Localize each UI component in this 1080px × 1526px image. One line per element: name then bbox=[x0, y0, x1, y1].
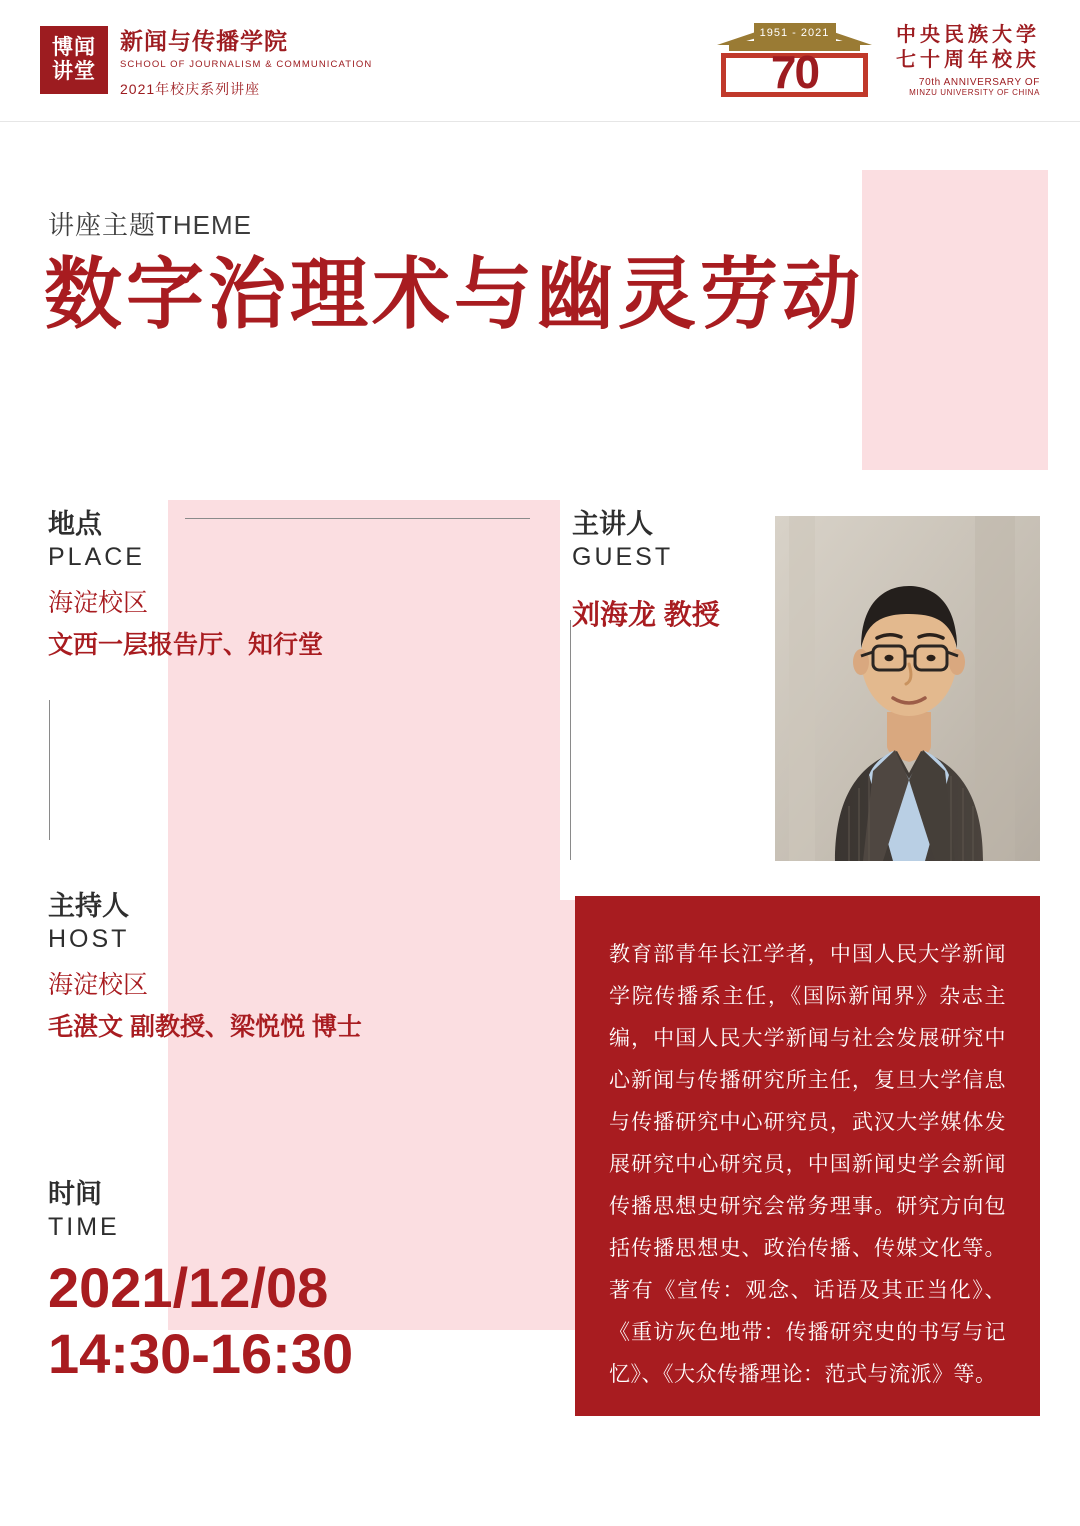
guest-bio-card bbox=[575, 896, 1040, 1416]
host-label-en: HOST bbox=[48, 924, 130, 953]
host-campus: 海淀校区 bbox=[48, 971, 149, 999]
guest-section bbox=[572, 508, 720, 633]
time-range: 14:30-16:30 bbox=[48, 1322, 354, 1386]
anniversary-text bbox=[896, 23, 1040, 97]
anniversary-en-line1: 70th ANNIVERSARY OF bbox=[918, 77, 1040, 88]
center-vertical-rule bbox=[570, 620, 571, 860]
anniversary-cn-line2: 七十周年校庆 bbox=[896, 49, 1040, 71]
theme-label: 讲座主题THEME bbox=[48, 210, 253, 240]
anniversary-years: 1951 - 2021 bbox=[759, 27, 830, 39]
logo-text-line1: 博闻 bbox=[52, 35, 96, 59]
anniversary-en-line2: MINZU UNIVERSITY OF CHINA bbox=[909, 88, 1040, 97]
guest-bio-text: 教育部青年长江学者，中国人民大学新闻学院传播系主任，《国际新闻界》杂志主编，中国人民大学新闻与社会发展研究中心新闻与传播研究所主任，复旦大学信息与传播研究中心研究员，武汉大学媒体发展研究中心研究员，中国新闻史学会新闻传播思想史研究会常务理事。研究方向包括传播思想史、政治传播、传媒文化等。著有《宣传：观念、话语及其正当化》、《重访灰色地带：传播研究史的书写与记忆》、《大众传播理论：范式与流派》等。 bbox=[609, 943, 1006, 1386]
decorative-pink-top-right bbox=[862, 170, 1048, 520]
guest-portrait-photo bbox=[775, 516, 1040, 861]
place-campus: 海淀校区 bbox=[48, 589, 149, 617]
time-label-cn: 时间 bbox=[48, 1179, 102, 1209]
host-label-cn: 主持人 bbox=[48, 891, 129, 921]
time-section bbox=[48, 1178, 353, 1387]
school-series-subtitle: 2021年校庆系列讲座 bbox=[120, 80, 261, 97]
time-date: 2021/12/08 bbox=[48, 1256, 329, 1319]
anniversary-emblem-icon bbox=[707, 21, 882, 99]
host-names: 毛湛文 副教授、梁悦悦 博士 bbox=[48, 1012, 362, 1041]
place-label-en: PLACE bbox=[48, 542, 145, 571]
place-label-cn: 地点 bbox=[48, 509, 102, 539]
school-identity bbox=[120, 28, 440, 99]
portrait-illustration bbox=[775, 516, 1040, 861]
host-section bbox=[48, 890, 362, 1043]
anniversary-cn-line1: 中央民族大学 bbox=[896, 24, 1040, 46]
place-venue: 文西一层报告厅、知行堂 bbox=[48, 630, 324, 659]
time-label-en: TIME bbox=[48, 1212, 120, 1241]
guest-name: 刘海龙 教授 bbox=[572, 599, 720, 630]
lecture-series-logo bbox=[40, 26, 108, 94]
page-title: 数字治理术与幽灵劳动 bbox=[44, 250, 865, 338]
guest-label-en: GUEST bbox=[572, 542, 674, 571]
poster-header bbox=[0, 0, 1080, 122]
place-section bbox=[48, 508, 323, 661]
anniversary-badge bbox=[707, 20, 1040, 100]
header-divider bbox=[0, 121, 1080, 122]
school-name-cn: 新闻与传播学院 bbox=[120, 28, 288, 54]
guest-label-cn: 主讲人 bbox=[572, 509, 653, 539]
left-vertical-rule bbox=[49, 700, 50, 840]
anniversary-number: 70 bbox=[770, 46, 819, 98]
logo-text-line2: 讲堂 bbox=[52, 60, 96, 83]
school-name-en: SCHOOL OF JOURNALISM & COMMUNICATION bbox=[120, 58, 373, 70]
